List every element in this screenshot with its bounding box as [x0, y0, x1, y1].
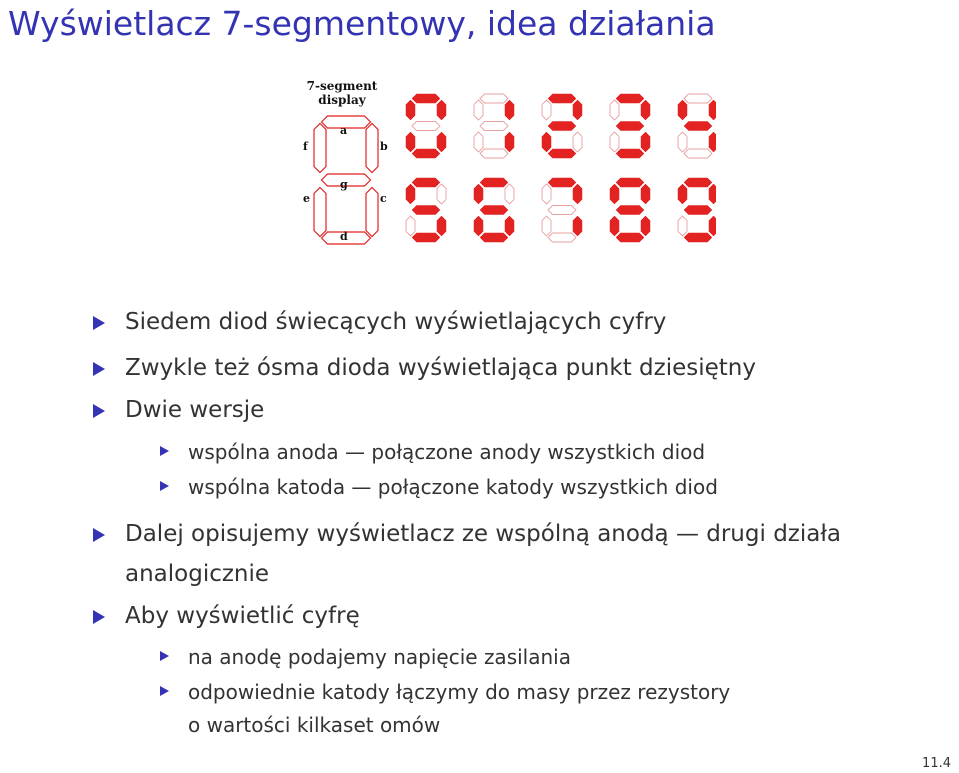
- digit-0-segment-a: [412, 94, 440, 103]
- digit-9-segment-f: [678, 184, 687, 204]
- bullet-item: Siedem diod świecących wyświetlających cyfry: [125, 309, 667, 335]
- segment-label-g: g: [340, 178, 348, 191]
- digit-2-segment-e: [542, 132, 551, 152]
- digit-4-segment-a: [684, 94, 712, 103]
- segment-label-d: d: [340, 230, 348, 243]
- digit-9-segment-g: [684, 206, 712, 215]
- sub-bullet-marker: [160, 651, 169, 661]
- digit-0-segment-c: [437, 132, 446, 152]
- digit-5-segment-b: [437, 184, 446, 204]
- segment-label-a: a: [340, 124, 348, 137]
- digit-7-segment-a: [548, 178, 576, 187]
- digit-3-segment-e: [610, 132, 619, 152]
- digit-2-segment-a: [548, 94, 576, 103]
- digit-8-segment-e: [610, 216, 619, 236]
- digit-7-segment-f: [542, 184, 551, 204]
- digit-0-segment-f: [406, 100, 415, 120]
- digit-2-segment-d: [548, 149, 576, 158]
- digit-5-segment-f: [406, 184, 415, 204]
- digit-8-segment-b: [641, 184, 650, 204]
- reference-segment-c: [366, 188, 378, 237]
- sub-bullet-item: wspólna anoda — połączone anody wszystkich diod: [188, 440, 706, 464]
- digit-1-segment-e: [474, 132, 483, 152]
- digit-3-segment-a: [616, 94, 644, 103]
- digit-6-segment-f: [474, 184, 483, 204]
- digit-4-segment-g: [684, 122, 712, 131]
- digit-6-segment-e: [474, 216, 483, 236]
- digit-7-segment-e: [542, 216, 551, 236]
- sub-bullet-item-continuation: o wartości kilkaset omów: [188, 713, 441, 737]
- digit-5-segment-g: [412, 206, 440, 215]
- digit-5-segment-e: [406, 216, 415, 236]
- sub-bullet-marker: [160, 686, 169, 696]
- digit-7-segment-c: [573, 216, 582, 236]
- bullet-marker: [93, 610, 105, 624]
- reference-segment-e: [314, 188, 326, 237]
- sub-bullet-item: na anodę podajemy napięcie zasilania: [188, 645, 571, 669]
- digit-8-segment-d: [616, 233, 644, 242]
- digit-0-segment-b: [437, 100, 446, 120]
- digit-4-segment-b: [709, 100, 716, 120]
- digit-9-segment-a: [684, 178, 712, 187]
- digit-9-segment-d: [684, 233, 712, 242]
- page-number: 11.4: [922, 756, 951, 771]
- bullet-item: Dalej opisujemy wyświetlacz ze wspólną anodą — drugi działa: [125, 521, 841, 547]
- digit-2-segment-g: [548, 122, 576, 131]
- digit-0-segment-g: [412, 122, 440, 131]
- digit-0-segment-e: [406, 132, 415, 152]
- bullet-marker: [93, 404, 105, 418]
- digit-8-segment-c: [641, 216, 650, 236]
- digit-1-segment-a: [480, 94, 508, 103]
- segment-label-c: c: [380, 192, 387, 205]
- figure-caption-line1: 7-segment: [306, 79, 378, 93]
- segment-label-e: e: [303, 192, 310, 205]
- digit-8-segment-a: [616, 178, 644, 187]
- digit-9-segment-e: [678, 216, 687, 236]
- digit-8-segment-g: [616, 206, 644, 215]
- seven-segment-drawing: [296, 80, 716, 248]
- sub-bullet-marker: [160, 481, 169, 491]
- digit-3-segment-g: [616, 122, 644, 131]
- digit-4-segment-f: [678, 100, 687, 120]
- figure-caption-line2: display: [318, 93, 366, 107]
- reference-segment-f: [314, 124, 326, 173]
- digit-2-segment-c: [573, 132, 582, 152]
- reference-segment-b: [366, 124, 378, 173]
- bullet-marker: [93, 316, 105, 330]
- digit-2-segment-f: [542, 100, 551, 120]
- bullet-item: Aby wyświetlić cyfrę: [125, 603, 360, 629]
- digit-2-segment-b: [573, 100, 582, 120]
- digit-3-segment-c: [641, 132, 650, 152]
- digit-6-segment-c: [505, 216, 514, 236]
- digit-1-segment-b: [505, 100, 514, 120]
- digit-9-segment-b: [709, 184, 716, 204]
- segment-label-f: f: [303, 140, 308, 153]
- slide-title: Wyświetlacz 7-segmentowy, idea działania: [8, 4, 716, 43]
- digit-3-segment-b: [641, 100, 650, 120]
- digit-3-segment-f: [610, 100, 619, 120]
- digit-5-segment-c: [437, 216, 446, 236]
- digit-6-segment-g: [480, 206, 508, 215]
- digit-4-segment-d: [684, 149, 712, 158]
- digit-9-segment-c: [709, 216, 716, 236]
- bullet-marker: [93, 528, 105, 542]
- digit-1-segment-d: [480, 149, 508, 158]
- sub-bullet-item: odpowiednie katody łączymy do masy przez rezystory: [188, 680, 731, 704]
- digit-1-segment-f: [474, 100, 483, 120]
- bullet-item: Zwykle też ósma dioda wyświetlająca punkt dziesiętny: [125, 355, 756, 381]
- digit-7-segment-b: [573, 184, 582, 204]
- digit-5-segment-a: [412, 178, 440, 187]
- digit-7-segment-d: [548, 233, 576, 242]
- sub-bullet-marker: [160, 446, 169, 456]
- bullet-item: Dwie wersje: [125, 397, 265, 423]
- digit-3-segment-d: [616, 149, 644, 158]
- digit-6-segment-a: [480, 178, 508, 187]
- bullet-marker: [93, 362, 105, 376]
- digit-6-segment-b: [505, 184, 514, 204]
- digit-1-segment-c: [505, 132, 514, 152]
- segment-label-b: b: [380, 140, 388, 153]
- digit-7-segment-g: [548, 206, 576, 215]
- digit-1-segment-g: [480, 122, 508, 131]
- digit-4-segment-e: [678, 132, 687, 152]
- digit-4-segment-c: [709, 132, 716, 152]
- digit-6-segment-d: [480, 233, 508, 242]
- digit-0-segment-d: [412, 149, 440, 158]
- digit-8-segment-f: [610, 184, 619, 204]
- sub-bullet-item: wspólna katoda — połączone katody wszystkich diod: [188, 475, 718, 499]
- bullet-item-continuation: analogicznie: [125, 561, 270, 587]
- digit-5-segment-d: [412, 233, 440, 242]
- seven-segment-figure: [296, 80, 716, 248]
